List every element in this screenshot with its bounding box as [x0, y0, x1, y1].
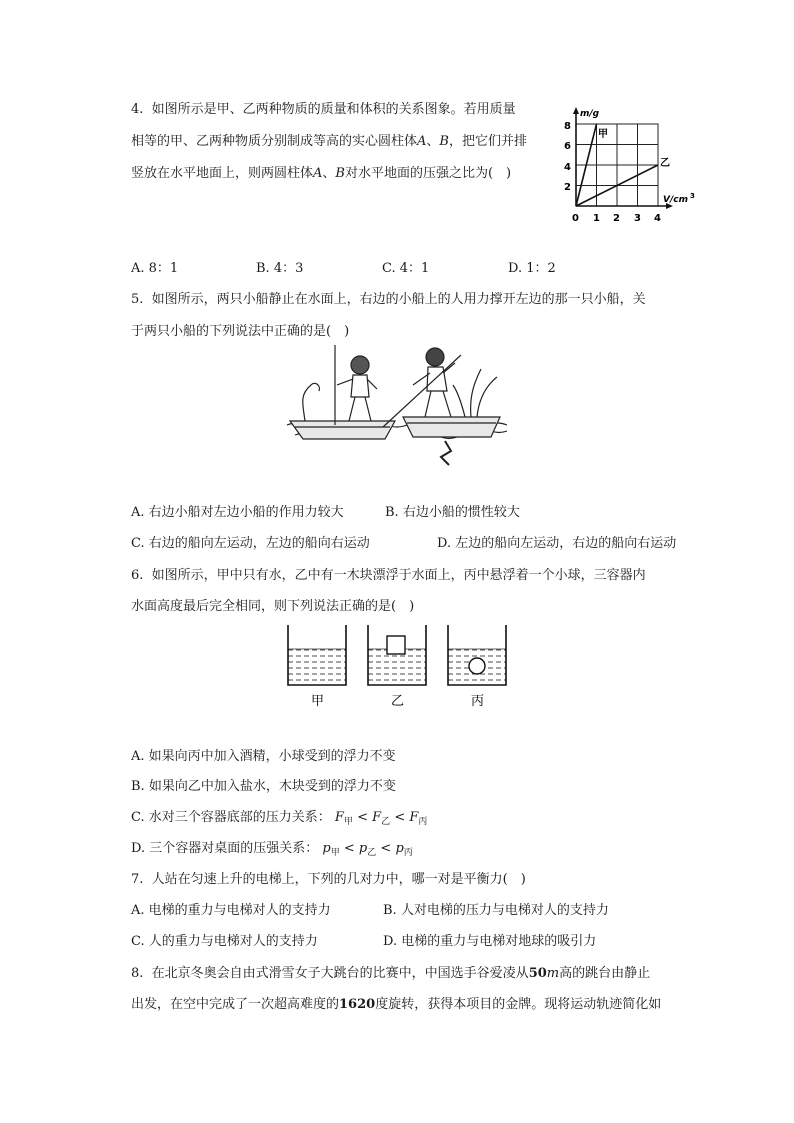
q7-option-a[interactable]: A. 电梯的重力与电梯对人的支持力 [131, 903, 331, 918]
q8-text-2a: 出发，在空中完成了一次超高难度的 [131, 997, 340, 1012]
q4-var-b2: B [335, 166, 345, 181]
q4-var-b: B [439, 134, 449, 149]
q8-height-value: 50 [528, 966, 547, 981]
container-bing [448, 625, 506, 685]
q8-text-2b: 度旋转，获得本项目的金牌。现将运动轨迹简化如 [375, 997, 662, 1012]
q7-option-d[interactable]: D. 电梯的重力与电梯对地球的吸引力 [383, 934, 597, 949]
q5-number: 5. [131, 292, 144, 307]
q5-option-c[interactable]: C. 右边的船向左运动，左边的船向右运动 [131, 536, 370, 551]
q4-text-3b: 对水平地面的压强之比为( ) [344, 166, 512, 181]
reeds [453, 369, 497, 417]
q6-text-2: 水面高度最后完全相同，则下列说法正确的是( ) [131, 599, 415, 614]
q6-option-d-text: D. 三个容器对桌面的压强关系： [131, 841, 319, 856]
q8-unit-m: m [546, 966, 560, 981]
q7-option-c[interactable]: C. 人的重力与电梯对人的支持力 [131, 934, 318, 949]
right-person [426, 348, 444, 366]
q4-sep2: 、 [322, 166, 336, 181]
q4-sep: 、 [426, 134, 440, 149]
q7-text-1: 人站在匀速上升的电梯上，下列的几对力中，哪一对是平衡力( ) [151, 872, 526, 887]
q4-option-d[interactable]: D. 1：2 [508, 261, 556, 276]
q5-two-boats-illustration [285, 345, 510, 470]
q4-number: 4. [131, 102, 144, 117]
q4-var-a: A [417, 134, 427, 149]
q5-text-1: 如图所示，两只小船静止在水面上，右边的小船上的人用力撑开左边的那一只小船，关 [151, 292, 646, 307]
q4-var-a2: A [313, 166, 323, 181]
q5-option-d[interactable]: D. 左边的船向左运动，右边的船向右运动 [437, 536, 677, 551]
q8-number: 8. [131, 966, 144, 981]
graph-ytick-4: 4 [564, 162, 571, 173]
right-boat [403, 417, 500, 437]
q4-mass-volume-graph [560, 104, 700, 232]
q6-line1 [131, 566, 646, 586]
q4-line3 [131, 164, 511, 184]
q7-number: 7. [131, 872, 144, 887]
q6-number: 6. [131, 568, 144, 583]
q7-line1 [131, 870, 526, 890]
y-axis-arrow-icon [573, 107, 579, 114]
container-label-yi: 乙 [391, 694, 405, 709]
container-yi [368, 625, 426, 685]
q6-text-1: 如图所示，甲中只有水，乙中有一木块漂浮于水面上，丙中悬浮着一个小球，三容器内 [151, 568, 646, 583]
container-label-bing: 丙 [471, 694, 485, 709]
graph-xtick-4: 4 [654, 213, 661, 224]
q8-line1 [131, 964, 650, 984]
q7-option-b[interactable]: B. 人对电梯的压力与电梯对人的支持力 [383, 903, 609, 918]
left-person [351, 356, 369, 374]
q5-option-b[interactable]: B. 右边小船的惯性较大 [385, 505, 520, 520]
graph-ytick-8: 8 [564, 121, 571, 132]
pushing-pole [383, 355, 461, 427]
graph-xtick-0: 0 [572, 213, 579, 224]
q5-option-a[interactable]: A. 右边小船对左边小船的作用力较大 [131, 505, 344, 520]
q5-line1 [131, 290, 646, 310]
q4-text-1: 如图所示是甲、乙两种物质的质量和体积的关系图象。若用质量 [151, 102, 516, 117]
graph-ytick-2: 2 [564, 182, 571, 193]
q4-text-2a: 相等的甲、乙两种物质分别制成等高的实心圆柱体 [131, 134, 418, 149]
q4-option-c[interactable]: C. 4：1 [382, 261, 430, 276]
q4-option-a[interactable]: A. 8：1 [131, 261, 179, 276]
q4-line2 [131, 132, 527, 152]
q6-option-c-text: C. 水对三个容器底部的压力关系： [131, 810, 331, 825]
left-boat [290, 421, 395, 439]
graph-xtick-2: 2 [613, 213, 620, 224]
q4-line1 [131, 100, 516, 120]
container-label-jia: 甲 [311, 694, 325, 709]
q6-option-d[interactable]: D. 三个容器对桌面的压强关系： $p_甲 < p_乙 < p_丙$ [131, 841, 413, 858]
graph-x-label: V/cm [663, 195, 688, 205]
graph-label-jia: 甲 [598, 129, 608, 140]
q4-text-2b: ，把它们并排 [448, 134, 527, 149]
container-jia [288, 625, 346, 685]
graph-xtick-3: 3 [634, 213, 641, 224]
q5-text-2: 于两只小船的下列说法中正确的是( ) [131, 324, 350, 339]
q4-text-3a: 竖放在水平地面上，则两圆柱体 [131, 166, 314, 181]
graph-y-label: m/g [580, 109, 600, 119]
q6-containers-illustration [280, 623, 520, 713]
q6-option-c[interactable]: C. 水对三个容器底部的压力关系： $F_甲 < F_乙 < F_丙$ [131, 810, 428, 827]
graph-xtick-1: 1 [593, 213, 600, 224]
q8-text-1b: 高的跳台由静止 [559, 966, 651, 981]
graph-x-unit-sup: 3 [690, 192, 695, 200]
q4-option-b[interactable]: B. 4：3 [256, 261, 304, 276]
q6-option-b[interactable]: B. 如果向乙中加入盐水，木块受到的浮力不变 [131, 779, 396, 794]
q8-degrees-value: 1620 [339, 997, 376, 1012]
suspended-ball [469, 658, 485, 674]
floating-wood-block [387, 636, 405, 654]
q8-line2 [131, 995, 661, 1015]
q6-option-a[interactable]: A. 如果向丙中加入酒精，小球受到的浮力不变 [131, 749, 396, 764]
graph-label-yi: 乙 [660, 158, 670, 169]
graph-ytick-6: 6 [564, 141, 571, 152]
q8-text-1a: 在北京冬奥会自由式滑雪女子大跳台的比赛中，中国选手谷爱凌从 [151, 966, 529, 981]
